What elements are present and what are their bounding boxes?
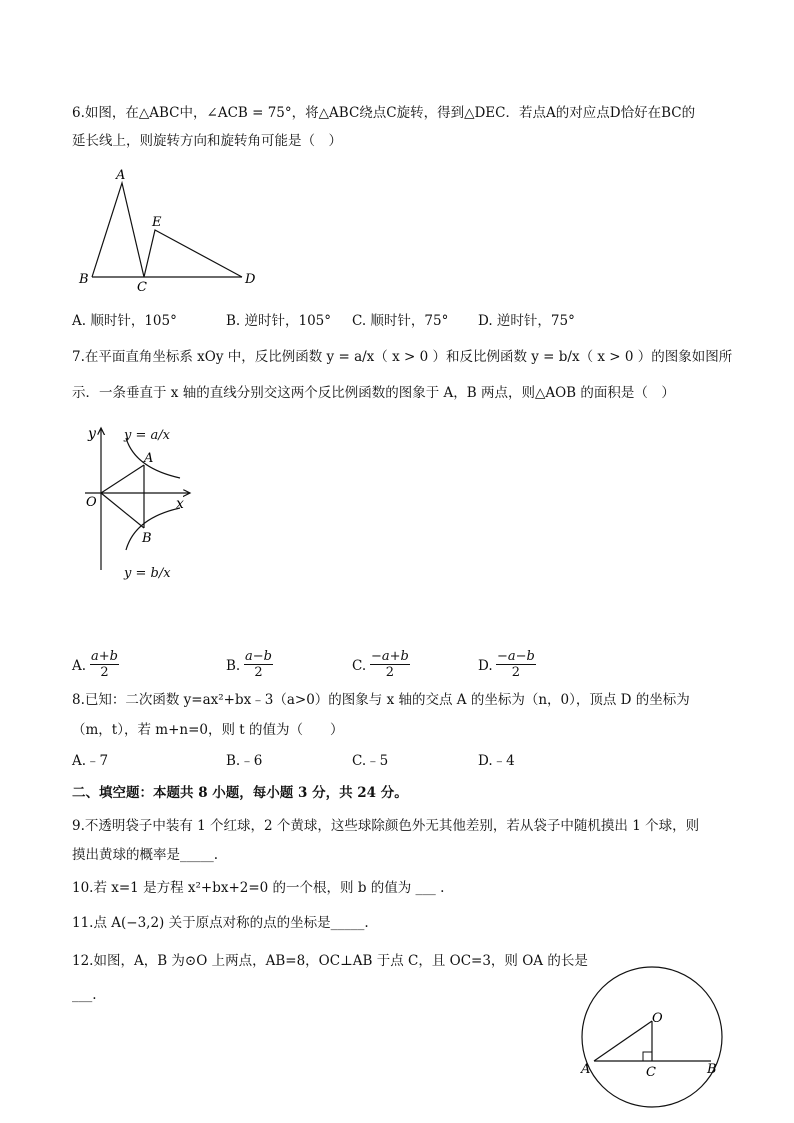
q8-line2: （m，t），若 m+n=0，则 t 的值为（ ） bbox=[72, 722, 344, 738]
q8-option-c: C.﹣5 bbox=[352, 753, 389, 769]
q7-c-num: −a+b bbox=[371, 649, 409, 664]
q12-line1: 12.如图，A，B 为⊙O 上两点，AB=8，OC⊥AB 于点 C，且 OC=3，则 OA 的长是 bbox=[72, 953, 588, 969]
triangle-abc bbox=[92, 183, 144, 277]
triangle-dec bbox=[144, 230, 242, 277]
right-angle-mark bbox=[643, 1052, 652, 1061]
label-o: O bbox=[86, 495, 97, 510]
q7-option-a-frac bbox=[90, 649, 119, 680]
label-a: A bbox=[116, 168, 126, 183]
curve-b bbox=[126, 508, 180, 550]
q7-option-a-letter: A. bbox=[72, 658, 87, 674]
q6-option-a: A. 顺时针，105° bbox=[72, 313, 177, 329]
q6-option-c: C. 顺时针，75° bbox=[352, 313, 449, 329]
label-y: y bbox=[88, 426, 96, 442]
label-d: D bbox=[245, 272, 256, 287]
section-heading: 二、填空题：本题共 8 小题，每小题 3 分，共 24 分。 bbox=[72, 785, 408, 801]
q8-option-b: B.﹣6 bbox=[226, 753, 263, 769]
label-b: B bbox=[79, 272, 89, 287]
q7-b-num: a−b bbox=[245, 649, 272, 664]
q12-circle-figure bbox=[570, 955, 735, 1120]
q7-option-d-frac bbox=[496, 649, 536, 680]
q7-option-b-letter: B. bbox=[226, 658, 241, 674]
q7-option-d-letter: D. bbox=[478, 658, 493, 674]
segment-ob bbox=[101, 493, 144, 528]
label-x: x bbox=[176, 496, 184, 512]
q7-d-den: 2 bbox=[511, 665, 521, 680]
q7-c-den: 2 bbox=[385, 665, 395, 680]
q7-bottom-fn-label: y = b/x bbox=[124, 566, 171, 581]
q7-option-b-frac bbox=[244, 649, 273, 680]
label-o: O bbox=[652, 1011, 663, 1026]
q7-line2: 示．一条垂直于 x 轴的直线分别交这两个反比例函数的图象于 A，B 两点，则△AOB 的面积是（ ） bbox=[72, 385, 675, 401]
q7-option-c-frac bbox=[370, 649, 410, 680]
q9-line1: 9.不透明袋子中装有 1 个红球，2 个黄球，这些球除颜色外无其他差别，若从袋子中随机摸出 1 个球，则 bbox=[72, 818, 700, 834]
q8-line1: 8.已知：二次函数 y=ax²+bx﹣3（a>0）的图象与 x 轴的交点 A 的坐标为（n，0），顶点 D 的坐标为 bbox=[72, 692, 690, 708]
segment-oa bbox=[101, 465, 144, 493]
q10-line: 10.若 x=1 是方程 x²+bx+2=0 的一个根，则 b 的值为 ___ . bbox=[72, 880, 445, 896]
q7-b-den: 2 bbox=[254, 665, 263, 680]
q7-a-num: a+b bbox=[91, 649, 118, 664]
q6-line1: 6.如图，在△ABC中，∠ACB = 75°，将△ABC绕点C旋转，得到△DEC．若点A的对应点D恰好在BC的 bbox=[72, 105, 696, 121]
q7-line1: 7.在平面直角坐标系 xOy 中，反比例函数 y = a/x（ x > 0 ）和反比例函数 y = b/x（ x > 0 ）的图象如图所 bbox=[72, 349, 733, 365]
label-a: A bbox=[144, 451, 154, 466]
q12-line2: ___. bbox=[72, 987, 97, 1003]
q9-line2: 摸出黄球的概率是_____. bbox=[72, 847, 219, 863]
q8-option-a: A.﹣7 bbox=[72, 753, 109, 769]
q8-option-d: D.﹣4 bbox=[478, 753, 515, 769]
label-a: A bbox=[581, 1062, 591, 1077]
q6-option-d: D. 逆时针，75° bbox=[478, 313, 575, 329]
label-e: E bbox=[152, 215, 162, 230]
label-c: C bbox=[137, 280, 147, 295]
q6-line2: 延长线上，则旋转方向和旋转角可能是（ ） bbox=[72, 133, 342, 149]
q7-a-den: 2 bbox=[100, 665, 109, 680]
label-b: B bbox=[707, 1062, 717, 1077]
label-c: C bbox=[646, 1065, 656, 1080]
q6-option-b: B. 逆时针，105° bbox=[226, 313, 332, 329]
q7-option-c-letter: C. bbox=[352, 658, 367, 674]
q6-triangle-figure bbox=[70, 165, 270, 295]
q7-d-num: −a−b bbox=[497, 649, 535, 664]
q7-top-fn-label: y = a/x bbox=[124, 428, 170, 443]
q11-line: 11.点 A(−3,2) 关于原点对称的点的坐标是_____. bbox=[72, 915, 369, 931]
label-b: B bbox=[142, 531, 152, 546]
